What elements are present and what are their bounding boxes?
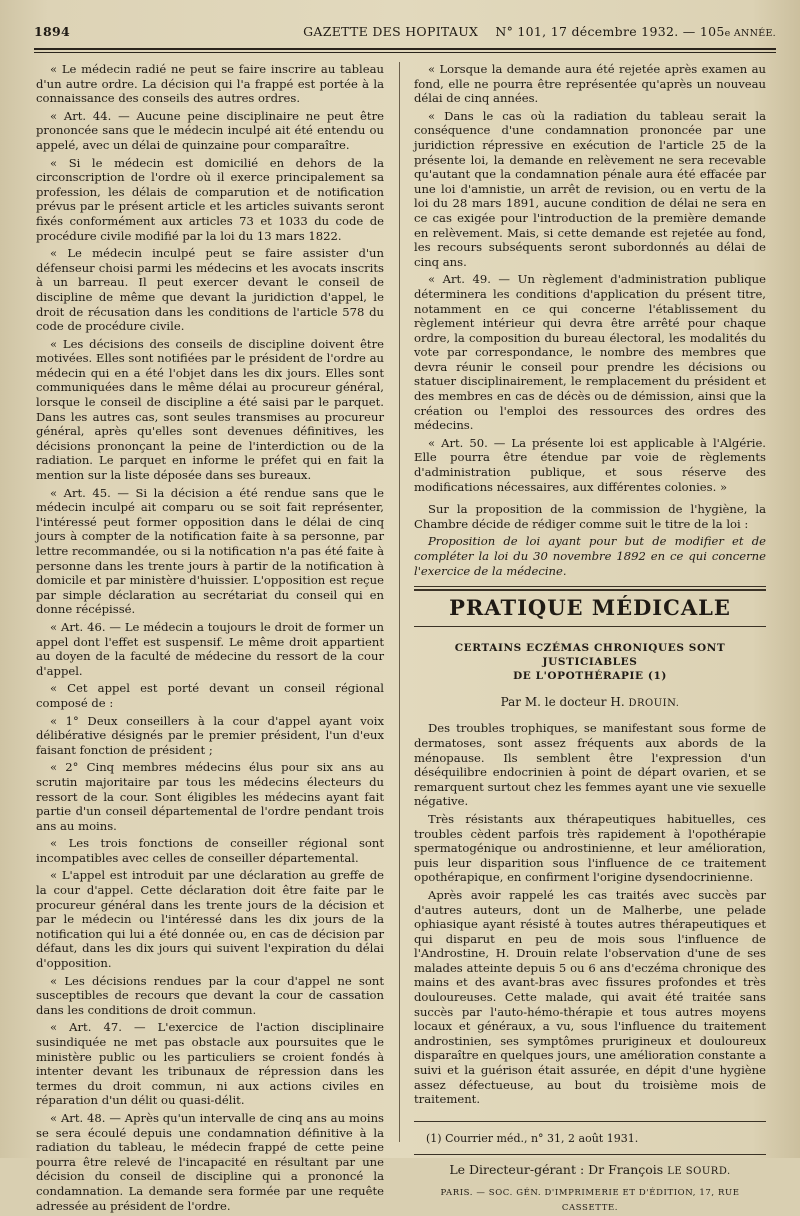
paragraph: Des troubles trophiques, se manifestant sous forme de dermatoses, sont assez fréquents aux abords de la ménopause. Ils semblent être l'expression d'un déséquilibre endocrinien à point de départ ovarien, et se remarquent surtout chez les femmes ayant une vie sexuelle négative.: [414, 721, 766, 809]
paragraph: « Le médecin inculpé peut se faire assister d'un défenseur choisi parmi les médecins et les avocats inscrits à un barreau. Il peut exercer devant le conseil de discipline de même que devant la juridiction d'appel, le droit de récusation dans les conditions de l'article 578 du code de procédure civile.: [36, 246, 384, 334]
signature: [414, 1163, 766, 1180]
header-right: [303, 24, 776, 39]
paragraph: « Art. 47. — L'exercice de l'action disciplinaire susindiquée ne met pas obstacle aux poursuites que le ministère public ou les particuliers se croient fondés à intenter devant les tribunaux de répression dans les termes du droit commun, ni aux actions civiles en réparation d'un délit ou quasi-délit.: [36, 1020, 384, 1108]
paragraph: « Les trois fonctions de conseiller régional sont incompatibles avec celles de conseiller départemental.: [36, 836, 384, 865]
issue-info: N° 101, 17 décembre 1932. — 105: [495, 24, 725, 39]
paragraph: « Art. 50. — La présente loi est applicable à l'Algérie. Elle pourra être étendue par voie de règlements d'administration publique, et sous réserve des modifications nécessaires, aux différentes colonies. »: [414, 435, 766, 494]
journal-name: GAZETTE DES HOPITAUX: [303, 24, 479, 39]
paragraph: « Les décisions des conseils de discipline doivent être motivées. Elles sont notifiées par le président de l'ordre au médecin qui en a été l'objet dans les dix jours. Elles sont communiquées dans le même délai au procureur général, lorsque le conseil de discipline a été saisi par le parquet. Dans les autres cas, sont seules transmises au procureur général, après qu'elles sont devenues définitives, les décisions prononçant la peine de l'interdiction ou de la radiation. Le parquet en informe le préfet qui en fait la mention sur la liste déposée dans ses bureaux.: [36, 336, 384, 483]
paragraph: « Cet appel est porté devant un conseil régional composé de :: [36, 681, 384, 710]
signature-rule: [414, 1154, 766, 1155]
paragraph: « 2° Cinq membres médecins élus pour six ans au scrutin majoritaire par tous les médecins électeurs du ressort de la cour. Sont éligibles les médecins ayant fait partie d'un conseil départemental de l'ordre pendant trois ans au moins.: [36, 760, 384, 833]
page-number: 1894: [34, 24, 70, 39]
signature-name: LE SOURD.: [667, 1166, 731, 1178]
printer-line: PARIS. — SOC. GÉN. D'IMPRIMERIE ET D'ÉDITION, 17, RUE CASSETTE.: [440, 1188, 740, 1213]
footnote: (1) Courrier méd., n° 31, 2 août 1931.: [426, 1131, 639, 1145]
paragraph: « Le médecin radié ne peut se faire inscrire au tableau d'un autre ordre. La décision qui l'a frappé est portée à la connaissance des conseils des autres ordres.: [36, 62, 384, 106]
footnote-rule: [414, 1121, 766, 1122]
header-rule-thin: [34, 52, 776, 53]
byline-prefix: Par M. le docteur H.: [500, 694, 625, 709]
paragraph: Très résistants aux thérapeutiques habituelles, ces troubles cèdent parfois très rapidement à l'opothérapie spermatogénique ou androstinienne, et leur amélioration, puis leur disparition sous l'influence de ce traitement opothérapique, en confirment l'origine dysendocrinienne.: [414, 811, 766, 885]
paragraph: « Art. 49. — Un règlement d'administration publique déterminera les conditions d'application du présent titre, notamment en ce qui concerne l'établissement du règlement intérieur qui devra être arrêté pour chaque ordre, la composition du bureau électoral, les modalités du vote par correspondance, le nombre des membres que devra réunir le conseil pour prendre les décisions ou statuer disciplinairement, le remplacement du président et des membres en cas de décès ou de démission, ainsi que la création ou l'emploi des ressources des ordres des médecins.: [414, 272, 766, 433]
article-title: [414, 641, 766, 683]
paragraph: « Art. 48. — Après qu'un intervalle de cinq ans au moins se sera écoulé depuis une condamnation définitive à la radiation du tableau, le médecin frappé de cette peine pourra être relevé de l'incapacité en résultant par une décision du conseil de discipline qui a prononcé la condamnation. La demande sera formée par une requête adressée au président de l'ordre.: [36, 1110, 384, 1213]
header-rule: [34, 48, 776, 50]
section-rule-thick: [414, 589, 766, 591]
byline-name: DROUIN.: [628, 697, 680, 709]
paragraph: « Si le médecin est domicilié en dehors de la circonscription de l'ordre où il exerce principalement sa profession, les délais de comparution et de notification prévus par le présent article et les articles suivants seront fixés conformément aux articles 73 et 1033 du code de procédure civile modifié par la loi du 13 mars 1822.: [36, 155, 384, 243]
left-column: [36, 62, 384, 1216]
paragraph: « Art. 44. — Aucune peine disciplinaire ne peut être prononcée sans que le médecin inculpé ait été entendu ou appelé, avec un délai de quinzaine pour comparaître.: [36, 108, 384, 152]
right-column: [414, 62, 766, 1215]
paragraph: « Les décisions rendues par la cour d'appel ne sont susceptibles de recours que devant la cour de cassation dans les conditions de droit commun.: [36, 973, 384, 1017]
page-header: [34, 24, 776, 44]
proposition-title: Proposition de loi ayant pour but de modifier et de compléter la loi du 30 novembre 1892 en ce qui concerne l'exercice de la médecine.: [414, 534, 766, 578]
paragraph: Sur la proposition de la commission de l'hygiène, la Chambre décide de rédiger comme suit le titre de la loi :: [414, 502, 766, 531]
article-title-line: DE L'OPOTHÉRAPIE (1): [513, 669, 667, 682]
paragraph: « Art. 46. — Le médecin a toujours le droit de former un appel dont l'effet est suspensif. Le même droit appartient au doyen de la faculté de médecine du ressort de la cour d'appel.: [36, 619, 384, 678]
paragraph: « Lorsque la demande aura été rejetée après examen au fond, elle ne pourra être représentée qu'après un nouveau délai de cinq années.: [414, 62, 766, 106]
article-title-line: CERTAINS ECZÉMAS CHRONIQUES SONT JUSTICIABLES: [454, 641, 726, 668]
signature-prefix: Le Directeur-gérant : Dr François: [449, 1162, 664, 1178]
section-title-rule: [414, 626, 766, 627]
issue-suffix: e ANNÉE.: [724, 28, 776, 39]
section-rule: [414, 586, 766, 587]
paragraph: « 1° Deux conseillers à la cour d'appel ayant voix délibérative désignés par le premier président, l'un d'eux faisant fonction de président ;: [36, 713, 384, 757]
paragraph: « Dans le cas où la radiation du tableau serait la conséquence d'une condamnation prononcée par une juridiction répressive en exécution de l'article 25 de la présente loi, la demande en relèvement ne sera recevable qu'autant que la condamnation pénale aura été effacée par une loi d'amnistie, un arrêt de revision, ou en vertu de la loi du 28 mars 1891, aucune condition de délai ne sera en ce cas exigée pour l'introduction de la première demande en relèvement. Mais, si cette demande est rejetée au fond, les recours subséquents seront subordonnés au délai de cinq ans.: [414, 108, 766, 269]
paragraph: « L'appel est introduit par une déclaration au greffe de la cour d'appel. Cette déclaration doit être faite par le procureur général dans les trente jours de la décision et par le médecin ou l'intéressé dans les dix jours de la notification qui lui a été donnée ou, en cas de décision par défaut, dans les dix jours qui suivent l'expiration du délai d'opposition.: [36, 868, 384, 971]
paragraph: Après avoir rappelé les cas traités avec succès par d'autres auteurs, dont un de Malherbe, une pelade ophiasique ayant résisté à toutes autres thérapeutiques et qui disparut en peu de mois sous l'influence de l'Androstine, H. Drouin relate l'observation d'une de ses malades atteinte depuis 5 ou 6 ans d'eczéma chronique des mains et des avant-bras avec fissures profondes et très douloureuses. Cette malade, qui avait été traitée sans succès par l'auto-hémo-thérapie et tous autres moyens locaux et généraux, a vu, sous l'influence du traitement androstinien, ses symptômes prurigineux et douloureux disparaître en quelques jours, une amélioration constante a suivi et la guérison était assurée, en dépit d'une hygiène assez défectueuse, au bout du troisième mois de traitement.: [414, 887, 766, 1107]
paragraph: « Art. 45. — Si la décision a été rendue sans que le médecin inculpé ait comparu ou se soit fait représenter, l'intéressé peut former opposition dans le délai de cinq jours à compter de la notification faite à sa personne, par lettre recommandée, ou si la notification n'a pas été faite à personne dans les trente jours à partir de la notification à domicile et par ministère d'huissier. L'opposition est reçue par simple déclaration au secrétariat du conseil qui en donne récépissé.: [36, 485, 384, 617]
column-divider: [399, 62, 400, 1142]
byline: [414, 695, 766, 712]
section-title: PRATIQUE MÉDICALE: [449, 595, 731, 621]
